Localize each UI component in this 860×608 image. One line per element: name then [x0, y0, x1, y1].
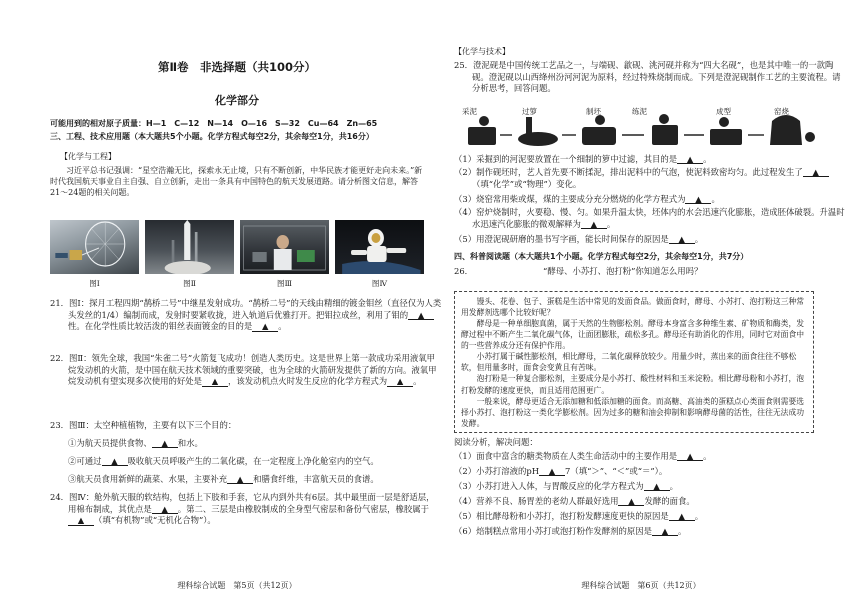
figure-2-rocket-launch [145, 220, 234, 274]
answer-blank[interactable]: ▲ [387, 377, 413, 386]
caption-figure-3: 图Ⅲ [277, 279, 292, 288]
step-label-2: 过箩 [522, 107, 537, 116]
answer-blank[interactable]: ▲ [669, 512, 695, 521]
part4-heading: 四、科普阅读题（本大题共1个小题。化学方程式每空2分，其余每空1分，共7分） [454, 252, 749, 261]
caption-figure-1: 图Ⅰ [89, 279, 100, 288]
answer-blank[interactable]: ▲ [539, 467, 565, 476]
question-25-5: （5）用澄泥砚研磨的墨书写字画，能长时间保存的原因是 ▲ 。 [454, 234, 704, 244]
question-23: 23．图Ⅲ：太空种植植物，主要有以下三个目的： [50, 420, 237, 430]
question-21: 21．图Ⅰ：探月工程四期“鹊桥二号”中继星发射成功。“鹊桥二号”的天线由精细的镀金钼丝（直径仅为人类头发丝的1/4）编制而成，发射时要紧收拢，进入轨道后优雅打开。把钼拉成丝，利用了钼的 ▲性。在化学性质比较活泼的钼丝表面镀金的目的是 ▲ 。 [50, 298, 442, 332]
question-26-6: （6）焙制糕点常用小苏打或泡打粉作发酵剂的原因是 ▲ 。 [454, 526, 687, 536]
question-23-item-2: ②可通过 ▲ 吸收航天员呼吸产生的二氧化碳，在一定程度上净化舱室内的空气。 [68, 456, 379, 466]
answer-blank[interactable]: ▲ [152, 505, 178, 514]
step-label-4: 练泥 [632, 107, 647, 116]
question-24: 24．图Ⅳ：舱外航天服的软结构，包括上下肢和手套，它从内到外共有6层。其中最里面一层是舒适层，用棉布制成，其优点是 ▲ 。第二、三层是由橡胶制成的全身型气密层和备份气密层，橡胶属于▲ （填“有机物”或“无机化合物”）。 [50, 492, 435, 526]
answer-blank[interactable]: ▲ [408, 311, 434, 320]
step-label-5: 成型 [716, 107, 731, 116]
question-23-item-3: ③航天员食用新鲜的蔬菜、水果，主要补充 ▲ 和膳食纤维，丰富航天员的食谱。 [68, 474, 379, 484]
figure-4-spacesuit [335, 220, 424, 274]
answer-blank[interactable]: ▲ [652, 527, 678, 536]
figure-1-relay-satellite [50, 220, 139, 274]
question-26-1: （1）面食中富含的糖类物质在人类生命活动中的主要作用是 ▲ 。 [454, 451, 712, 461]
question-25-1: （1）采掘到的河泥要放置在一个细制的箩中过滤，其目的是 ▲ 。 [454, 154, 712, 164]
question-26-2: （2）小苏打溶液的pH ▲ 7（填“＞”、“＜”或“＝”）。 [454, 466, 668, 476]
part3-heading: 三、工程、技术应用题（本大题共5个小题。化学方程式每空2分，其余每空1分，共16分） [50, 132, 374, 141]
step-label-1: 采泥 [462, 107, 477, 116]
read-prompt: 阅读分析，解决问题： [454, 437, 538, 447]
answer-blank[interactable]: ▲ [102, 457, 128, 466]
passage-paragraph-2: 酵母是一种单细胞真菌，属于天然的生物膨松剂。酵母本身富含多种维生素、矿物质和酶类，发酵过程中不断产生二氧化碳气体，让面团膨胀，疏松多孔。酵母还有助消化的作用，同时它对面食中的一些营养成分还有保护作用。 [461, 319, 805, 351]
figure-captions [50, 279, 424, 289]
passage-paragraph-4: 泡打粉是一种复合膨松剂，主要成分是小苏打、酸性材料和玉米淀粉。相比酵母粉和小苏打，泡打粉发酵的速度更快，而且适用范围更广。 [461, 374, 805, 395]
question-25-4: （4）窑炉烧制时，火要稳、慢、匀。如果升温太快，坯体内的水会迅速汽化膨胀，造成胚体破裂。升温时水迅速汽化膨胀的微观解释为 ▲ 。 [454, 207, 845, 229]
step-label-3: 制坯 [586, 107, 601, 116]
answer-blank[interactable]: ▲ [803, 168, 829, 177]
answer-blank[interactable]: ▲ [677, 452, 703, 461]
tag-engineering: 【化学与工程】 [60, 152, 116, 161]
passage-paragraph-1: 馒头、花卷、包子、蛋糕是生活中常见的发面食品。做面食时，酵母、小苏打、泡打粉这三种常用发酵剂选哪个比较好呢？ [461, 297, 805, 318]
question-26-number: 26． “酵母、小苏打、泡打粉”你知道怎么用吗？ [454, 266, 703, 276]
question-23-item-1: ①为航天员提供食物、 ▲ 和水。 [68, 438, 203, 448]
answer-blank[interactable]: ▲ [202, 377, 228, 386]
question-26-5: （5）相比酵母粉和小苏打，泡打粉发酵速度更快的原因是 ▲ 。 [454, 511, 704, 521]
section-title: 化学部分 [215, 94, 259, 107]
caption-figure-2: 图Ⅱ [183, 279, 196, 288]
atomic-masses: 可能用到的相对原子质量：H—1 C—12 N—14 O—16 S—32 Cu—64 Zn—65 [50, 119, 378, 128]
clay-process-diagram [454, 107, 828, 152]
reading-passage-box [454, 291, 814, 433]
intro-paragraph: 习近平总书记强调：“星空浩瀚无比，探索永无止境，只有不断创新，中华民族才能更好走向未来。”新时代我国航天事业自主自强、自立创新，走出一条具有中国特色的航天发展道路。请分析图文信息，解答21～24题的相关问题。 [50, 166, 423, 198]
answer-blank[interactable]: ▲ [685, 195, 711, 204]
answer-blank[interactable]: ▲ [152, 439, 178, 448]
question-26-title: “酵母、小苏打、泡打粉”你知道怎么用吗？ [543, 266, 703, 276]
figure-row [50, 220, 424, 276]
left-page-footer: 理科综合试题 第5页（共12页） [177, 581, 297, 590]
question-26-3: （3）小苏打进入人体，与胃酸反应的化学方程式为 ▲ 。 [454, 481, 678, 491]
answer-blank[interactable]: ▲ [644, 482, 670, 491]
question-22: 22．图Ⅱ：领先全球，我国“朱雀二号”火箭复飞成功！创造人类历史。这是世界上第一款成功采用液氧甲烷发动机的火箭，是中国在航天技术领域的重要突破，也为全球的火箭研发提供了新的方向。液氧甲烷发动机有望实现多次使用的好处是 ▲ ，该发动机点火时发生反应的化学方程式为 ▲ 。 [50, 353, 437, 387]
answer-blank[interactable]: ▲ [252, 322, 278, 331]
passage-paragraph-3: 小苏打属于碱性膨松剂，相比酵母，二氧化碳释放较少。用量少时，蒸出来的面食往往不够松软，但用量多时，面食会变黄且有苦味。 [461, 352, 797, 373]
question-25-intro: 25．澄泥砚是中国传统工艺品之一，与端砚、歙砚、洮河砚并称为“四大名砚”，也是其中唯一的一款陶砚。澄泥砚以山西绛州汾河河泥为原料，经过特殊烧制而成。下列是澄泥砚制作工艺的主要流程。请分析思考，回答问题。 [454, 60, 841, 94]
answer-blank[interactable]: ▲ [227, 475, 253, 484]
step-label-6: 窑烧 [774, 107, 789, 116]
question-26-4: （4）营养不良、肠胃差的老幼人群最好选用 ▲ 发酵的面食。 [454, 496, 695, 506]
part-title: 第Ⅱ卷 非选择题（共100分） [157, 60, 317, 74]
answer-blank[interactable]: ▲ [618, 497, 644, 506]
answer-blank[interactable]: ▲ [677, 155, 703, 164]
figure-3-space-planting [240, 220, 329, 274]
passage-paragraph-5: 一般来说，酵母更适合无添加糖和低添加糖的面食。而高糖、高油类的蛋糕点心类面食则需要选择小苏打、泡打粉这一类化学膨松剂。因为过多的糖和油会抑制和影响酵母菌的活性，往往无法成功发酵。 [461, 396, 805, 428]
question-25-3: （3）烧窑常用柴或煤，煤的主要成分充分燃烧的化学方程式为 ▲ 。 [454, 194, 720, 204]
answer-blank[interactable]: ▲ [669, 235, 695, 244]
caption-figure-4: 图Ⅳ [371, 279, 388, 288]
answer-blank[interactable]: ▲ [68, 516, 94, 525]
question-25-2: （2）制作砚坯时，艺人首先要不断揉泥，排出泥料中的气泡，使泥料致密均匀。此过程发生了 ▲（填“化学”或“物理”）变化。 [454, 167, 846, 190]
right-page-footer: 理科综合试题 第6页（共12页） [581, 581, 701, 590]
answer-blank[interactable]: ▲ [581, 220, 607, 229]
tag-technology: 【化学与技术】 [454, 47, 510, 56]
